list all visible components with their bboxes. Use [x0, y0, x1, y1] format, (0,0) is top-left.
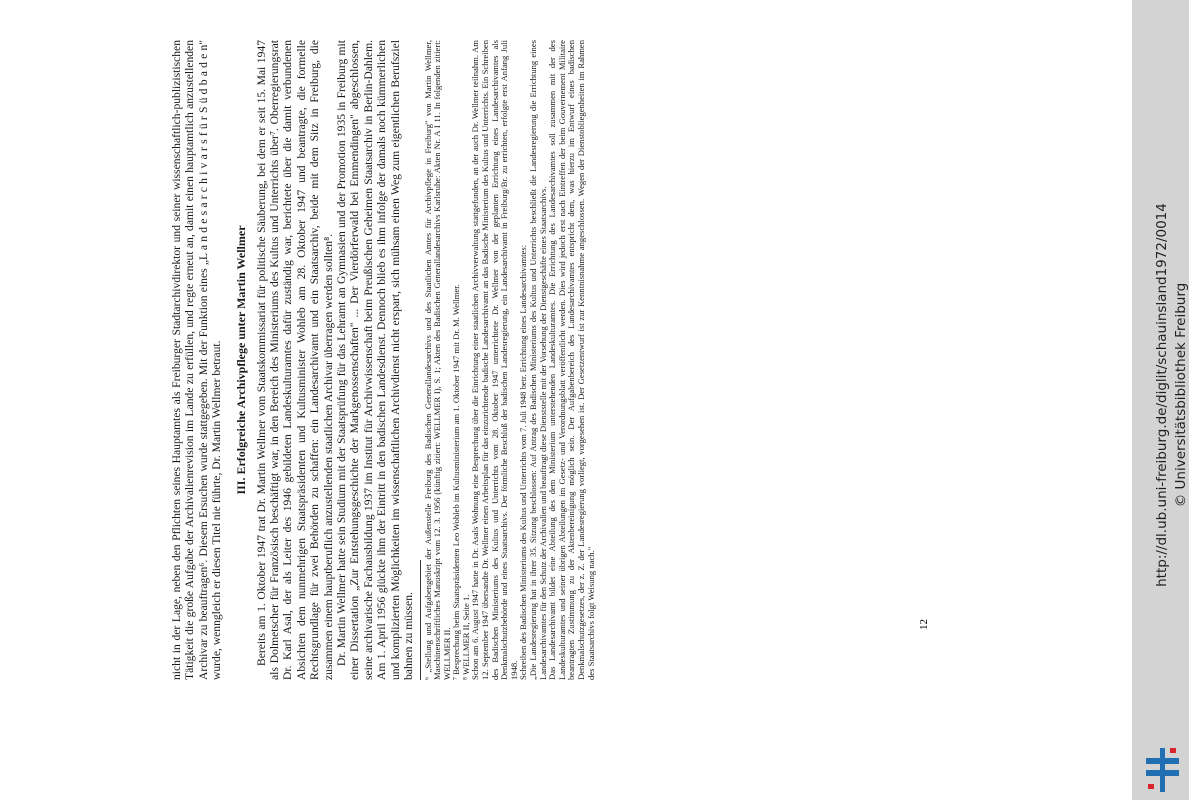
- paragraph-intro: nicht in der Lage, neben den Pflichten seines Hauptamtes als Freiburger Stadtarchivdirektor und seiner wissenschaftlich-publizistischen Tätigkeit die große Aufgabe der Archivalienrevision im Lande zu erfüllen, und regte erneut an, damit einen hauptamtlich anzustellenden Archivar zu beauftragen⁶. Diesem Ersuchen wurde stattgegeben. Mit der Funktion eines „L a n d e s a r c h i v a r s f ü r S ü d b a d e n" wurde, wenngleich er diesen Titel nie führte, Dr. Martin Wellmer betraut.: [170, 40, 224, 680]
- viewer-sidebar: [1132, 0, 1189, 800]
- footnotes: [424, 40, 597, 680]
- footnote-8-text-a: Schon am 6. August 1947 hatte in Dr. Asals Wohnung eine Besprechung über die Einrichtung einer staatlichen Archivverwaltung stattgefunden, an der auch Dr. Wellmer teilnahm. Am 12. September 1947 übersandte Dr. Wellmer einen Arbeitsplan für das einzurichtende badische Landesarchivamt an das Badische Ministerium des Kultus und Unterrichts. Ein Schreiben des Badischen Ministeriums des Kultus und Unterrichts vom 28. Oktober 1947 unterrichtete Dr. Wellmer von der geplanten Errichtung eines Landesarchivamtes als Denkmalschutzbehörde und eines Staatsarchivs. Der förmliche Beschluß der badischen Landesregierung, ein Landesarchivamt in Freiburg/Br. zu errichten, erfolgte erst Anfang Juli 1948.: [470, 40, 519, 680]
- footnote-7: ⁷ Besprechung beim Staatspräsidenten Leo Wohleb im Kultusministerium am 1. Oktober 1947 mit Dr. M. Wellmer.: [451, 284, 462, 680]
- paragraph-1: Bereits am 1. Oktober 1947 trat Dr. Martin Wellmer vom Staatskommissariat für politische Säuberung, bei dem er seit 15. Mai 1947 als Dolmetscher für Französisch beschäftigt war, in den Bereich des Ministeriums des Kultus und Unterrichts über⁷. Oberregierungsrat Dr. Karl Asal, der als Leiter des 1946 gebildeten Landeskulturamtes dafür zuständig war, berichtete über die damit verbundenen Absichten dem nunmehrigen Staatspräsidenten und Kultusminister Wohleb am 28. Oktober 1947 und beantragte, die formelle Rechtsgrundlage für zwei Behörden zu schaffen: ein Landesarchivamt und ein Staatsarchiv, beide mit dem Sitz in Freiburg, die zusammen einem hauptberuflich anzustellenden staatlichen Archivar überragen werden sollten⁸.: [254, 40, 335, 680]
- footnote-divider: [420, 560, 421, 680]
- copyright-text: © Universitätsbibliothek Freiburg: [1173, 282, 1189, 508]
- library-logo-icon: [1142, 748, 1182, 792]
- footnote-6: ⁶ „Stellung und Aufgabengebiet der Außenstelle Freiburg des Badischen Generallandesarchivs und des Staatlichen Amtes für Archivpflege in Freiburg" von Martin Wellmer, Maschinenschriftliches Manuskript vom 12. 3. 1956 (künftig zitiert: WELLMER I), S. 1; Akten des Badischen Generallandesarchivs Karlsruhe: Akten Nr. A I 11. In folgenden zitiert: WELLMER II.: [422, 40, 452, 680]
- body-text: [170, 40, 416, 680]
- source-url-link[interactable]: http://dl.ub.uni-freiburg.de/diglit/schauinsland1972/0014: [1154, 203, 1170, 587]
- sidebar-credit: [1153, 85, 1189, 705]
- footnote-8: ⁸ WELLMER II, Seite 1.: [460, 594, 471, 680]
- footnote-8-text-b: Schreiben des Badischen Ministeriums des Kultus und Unterrichts vom 7. Juli 1948 betr. Errichtung eines Landesarchivamtes:: [518, 244, 529, 680]
- footnote-8-text-c: „Die Landesregierung hat in ihrer 35. Sitzung beschlossen: Auf Antrag des Badischen Ministeriums des Kultus und Unterrichts beschließt die Landesregierung die Errichtung eines Landesarchivamtes für den Schutz der Archivalien und beauftragt diese Dienststelle mit der Vorsehung der Dienstgeschäfte eines Staatsarchivs.: [528, 40, 548, 680]
- paragraph-2: Dr. Martin Wellmer hatte sein Studium mit der Staatsprüfung für das Lehramt an Gymnasien und der Promotion 1935 in Freiburg mit einer Dissertation „Zur Entstehungsgeschichte der Markgenossenschaften" ... Der Vierdörferwald bei Emmendingen" abgeschlossen, seine archivarische Fachausbildung 1937 im Institut für Archivwissenschaft beim Preußischen Geheimen Staatsarchiv in Berlin-Dahlem. Am 1. April 1956 glückte ihm der Eintritt in den badischen Landesdienst. Dennoch blieb es ihm infolge der damals noch kümmerlichen und komplizierten Möglichkeiten im wissenschaftlichen Archivdienst nicht erspart, sich mühsam einen Weg zum eigentlichen Berufsziel bahnen zu müssen.: [335, 40, 416, 680]
- page-number: 12: [918, 619, 930, 630]
- footnote-8-text-d: Das Landesarchivamt bildet eine Abteilung des dem Ministerium unterstehenden Landeskulturamtes. Die Errichtung des Landesarchivamtes soll zusammen mit der des Landeskulturamtes und seiner übrigen Abteilungen im Gesetz- und Verordnungsblatt veröffentlicht werden. Dies wird jedoch erst nach Eintreffen der beim Gouvernement Militaire beantragten Zustimmung zu der Aktenbereinigung möglich sein. Der Aufgabenbereich des Landesarchivamtes entspricht dem, was hierzu im Entwurf eines badischen Denkmalschutzgesetzes, der z. Z. der Landesregierung vorliegt, vorgesehen ist. Der Gesetzentwurf ist zur Kenntnisnahme angeschlossen. Wegen der Dienstobliegenheiten im Rahmen des Staatsarchivs folgt Weisung nach.": [547, 40, 596, 680]
- section-heading: III. Erfolgreiche Archivpflege unter Martin Wellmer: [233, 225, 248, 495]
- rotated-page-content: [170, 40, 620, 680]
